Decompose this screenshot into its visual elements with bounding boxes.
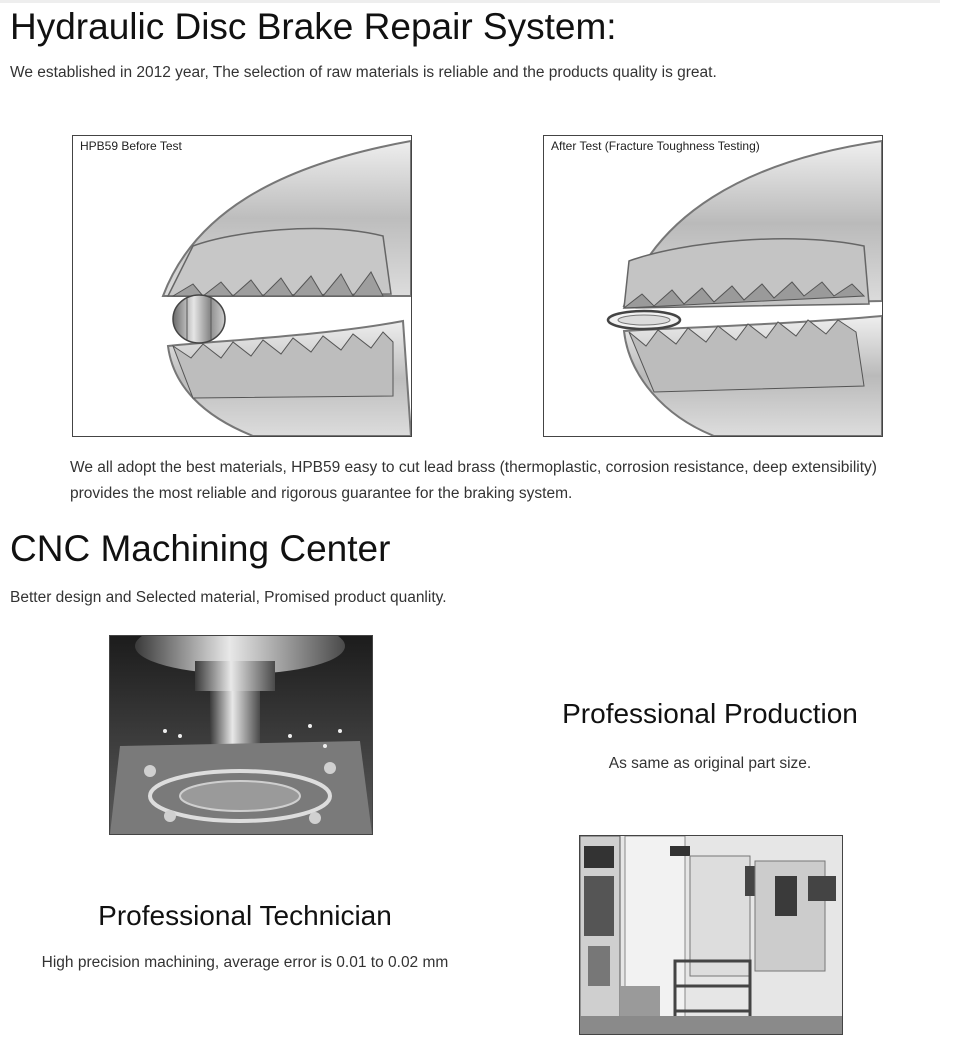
before-test-caption: HPB59 Before Test [80,139,182,153]
pliers-before-illustration [73,136,411,436]
cnc-subtitle: Better design and Selected material, Promised product quanlity. [10,589,447,606]
feature-technician-heading: Professional Technician [98,900,392,931]
intro-subtitle: We established in 2012 year, The selection of raw materials is reliable and the products quality is great. [10,64,717,81]
material-description: We all adopt the best materials, HPB59 easy to cut lead brass (thermoplastic, corrosion resistance, deep extensibility) provides the most reliable and rigorous guarantee for the braking system. [70,459,877,502]
before-test-image [72,135,412,437]
feature-technician-text: High precision machining, average error is 0.01 to 0.02 mm [41,954,449,971]
cnc-spindle-image [109,635,373,835]
feature-production-text: As same as original part size. [608,755,812,772]
cnc-spindle-illustration [110,636,372,834]
top-divider [0,0,940,3]
workshop-illustration [580,836,842,1034]
after-test-caption: After Test (Fracture Toughness Testing) [551,139,760,153]
feature-production-heading: Professional Production [562,698,858,729]
after-test-image [543,135,883,437]
page-title: Hydraulic Disc Brake Repair System: [10,6,617,47]
cnc-section-title: CNC Machining Center [10,528,391,569]
workshop-image [579,835,843,1035]
pliers-after-illustration [544,136,882,436]
